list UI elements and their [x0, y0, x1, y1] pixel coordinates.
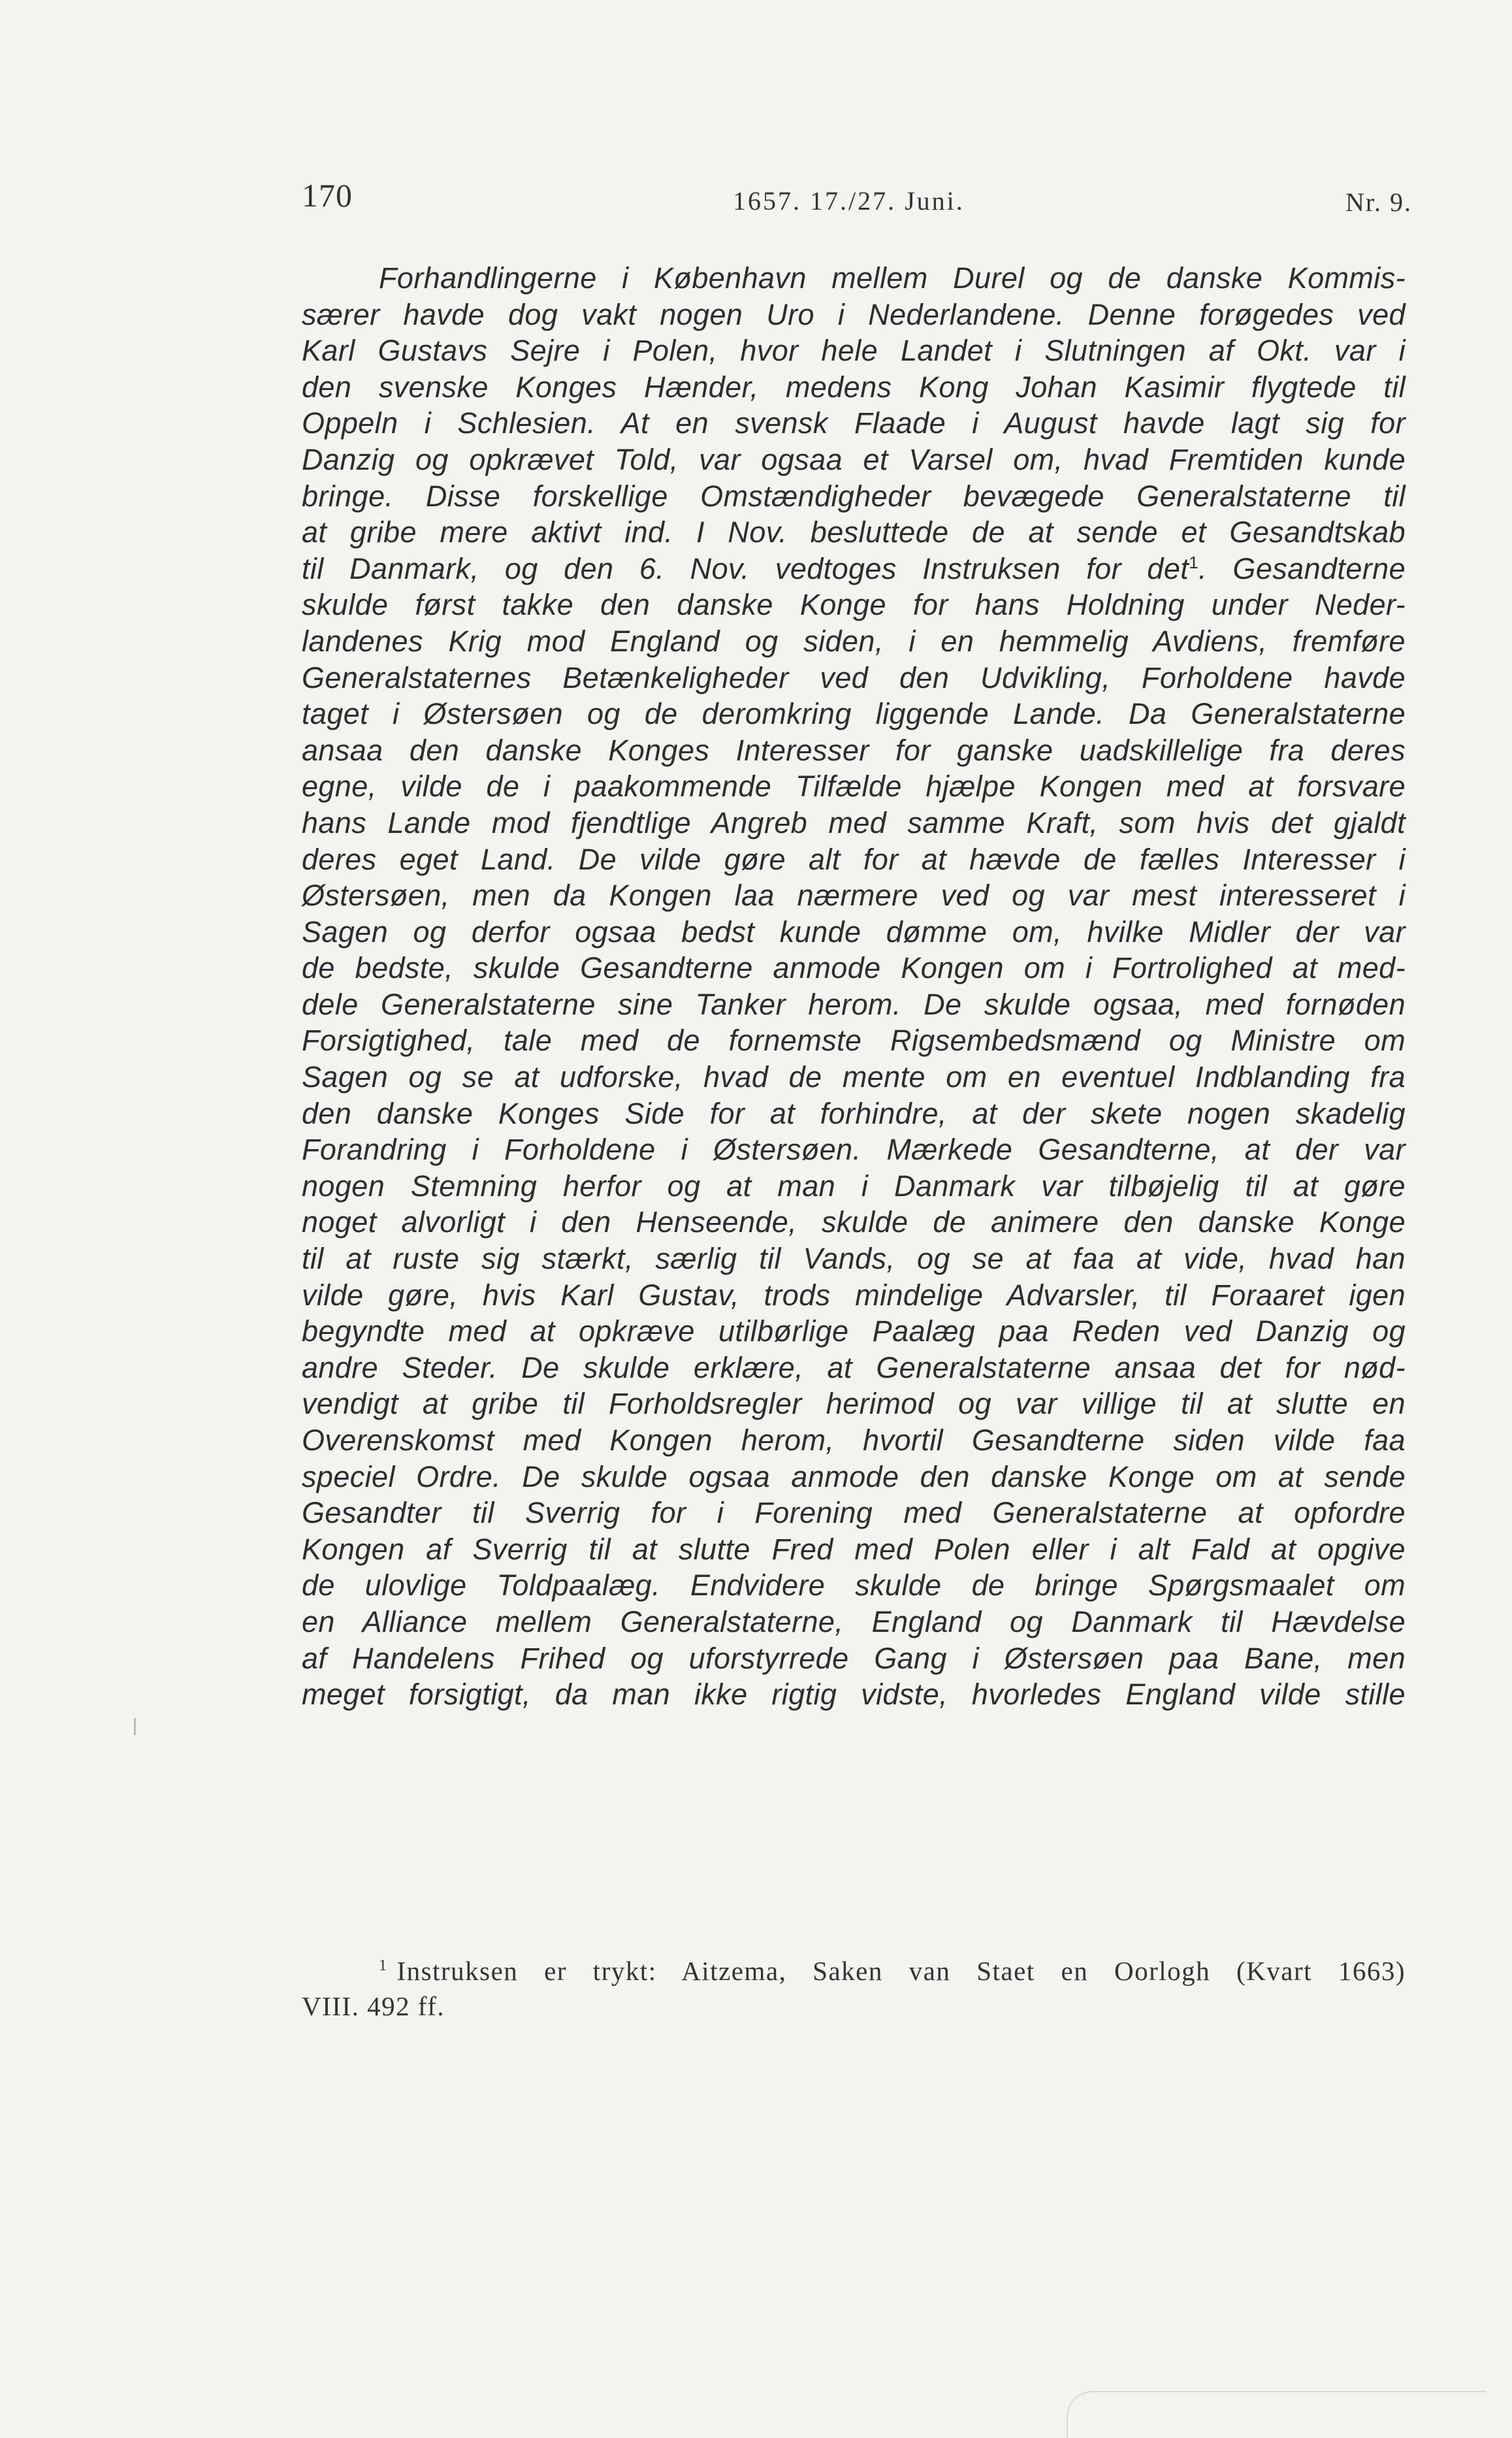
text-line: andre Steder. De skulde erklære, at Generalstaterne ansaa det for nød-	[302, 1350, 1406, 1384]
text-line-with-footnote-ref	[302, 551, 1406, 587]
text-line: Sagen og se at udforske, hvad de mente om en eventuel Indblanding fra	[302, 1060, 1406, 1094]
text-line: til at ruste sig stærkt, særlig til Vands, og se at faa at vide, hvad han	[302, 1242, 1406, 1276]
text-line: begyndte med at opkræve utilbørlige Paalæg paa Reden ved Danzig og	[302, 1314, 1406, 1348]
footnote-text: Instruksen er trykt: Aitzema, Saken van Staet en Oorlogh (Kvart 1663)	[396, 1956, 1406, 1986]
text-line: Oppeln i Schlesien. At en svensk Flaade i August havde lagt sig for	[302, 406, 1406, 440]
text-line: Overenskomst med Kongen herom, hvortil Gesandterne siden vilde faa	[302, 1423, 1406, 1457]
text-line: den danske Konges Side for at forhindre, at der skete nogen skadelig	[302, 1096, 1406, 1130]
text-line: noget alvorligt i den Henseende, skulde de animere den danske Konge	[302, 1205, 1406, 1239]
document-number: Nr. 9.	[1345, 187, 1412, 217]
text-line: egne, vilde de i paakommende Tilfælde hjælpe Kongen med at forsvare	[302, 770, 1406, 804]
text-line: Karl Gustavs Sejre i Polen, hvor hele Landet i Slutningen af Okt. var i	[302, 334, 1406, 368]
margin-mark	[134, 1718, 136, 1735]
text-line: særer havde dog vakt nogen Uro i Nederlandene. Denne forøgedes ved	[302, 297, 1406, 331]
text-line: vendigt at gribe til Forholdsregler herimod og var villige til at slutte en	[302, 1387, 1406, 1421]
text-line: vilde gøre, hvis Karl Gustav, trods mindelige Advarsler, til Foraaret igen	[302, 1278, 1406, 1312]
text-line: de bedste, skulde Gesandterne anmode Kongen om i Fortrolighed at med-	[302, 951, 1406, 985]
text-line: speciel Ordre. De skulde ogsaa anmode den danske Konge om at sende	[302, 1459, 1406, 1493]
text-line: Kongen af Sverrig til at slutte Fred med Polen eller i alt Fald at opgive	[302, 1532, 1406, 1566]
text-line: Gesandter til Sverrig for i Forening med Generalstaterne at opfordre	[302, 1496, 1406, 1530]
text-line: at gribe mere aktivt ind. I Nov. besluttede de at sende et Gesandtskab	[302, 515, 1406, 549]
text-line: nogen Stemning herfor og at man i Danmark var tilbøjelig til at gøre	[302, 1169, 1406, 1203]
text-line: dele Generalstaterne sine Tanker herom. De skulde ogsaa, med fornøden	[302, 987, 1406, 1021]
text-line: taget i Østersøen og de deromkring liggende Lande. Da Generalstaterne	[302, 697, 1406, 731]
footnote-reference[interactable]: 1	[1189, 552, 1199, 572]
text-line-part: til Danmark, og den 6. Nov. vedtoges Instruksen for det	[302, 551, 1189, 585]
text-line: hans Lande mod fjendtlige Angreb med samme Kraft, som hvis det gjaldt	[302, 805, 1406, 839]
text-line: bringe. Disse forskellige Omstændigheder bevægede Generalstaterne til	[302, 479, 1406, 513]
text-line: Forhandlingerne i København mellem Durel og de danske Kommis-	[379, 261, 1406, 295]
text-line: ansaa den danske Konges Interesser for ganske uadskillelige fra deres	[302, 733, 1406, 767]
page-number: 170	[302, 177, 353, 214]
text-line: en Alliance mellem Generalstaterne, England og Danmark til Hævdelse	[302, 1604, 1406, 1638]
text-line: de ulovlige Toldpaalæg. Endvidere skulde de bringe Spørgsmaalet om	[302, 1568, 1406, 1602]
body-paragraph	[302, 260, 1406, 1713]
text-line: Sagen og derfor ogsaa bedst kunde dømme om, hvilke Midler der var	[302, 915, 1406, 949]
footnote-line	[302, 1953, 1406, 1989]
footnote-line: VIII. 492 ff.	[302, 1991, 445, 2021]
page-corner-fold	[1067, 2391, 1486, 2438]
text-line: Forandring i Forholdene i Østersøen. Mærkede Gesandterne, at der var	[302, 1133, 1406, 1167]
text-line: deres eget Land. De vilde gøre alt for at hævde de fælles Interesser i	[302, 842, 1406, 876]
footnote	[302, 1953, 1406, 2024]
footnote-mark: 1	[379, 1957, 388, 1975]
text-line: af Handelens Frihed og uforstyrrede Gang i Østersøen paa Bane, men	[302, 1641, 1406, 1675]
text-line: den svenske Konges Hænder, medens Kong Johan Kasimir flygtede til	[302, 370, 1406, 404]
header-date: 1657. 17./27. Juni.	[733, 186, 965, 216]
text-line: Danzig og opkrævet Told, var ogsaa et Varsel om, hvad Fremtiden kunde	[302, 442, 1406, 476]
text-line: meget forsigtigt, da man ikke rigtig vidste, hvorledes England vilde stille	[302, 1678, 1406, 1712]
text-line: Forsigtighed, tale med de fornemste Rigsembedsmænd og Ministre om	[302, 1024, 1406, 1058]
page-header	[302, 176, 1412, 229]
text-line: Generalstaternes Betænkeligheder ved den Udvikling, Forholdene havde	[302, 660, 1406, 694]
text-line-part: . Gesandterne	[1198, 551, 1406, 585]
text-line: Østersøen, men da Kongen laa nærmere ved og var mest interesseret i	[302, 879, 1406, 913]
text-line: landenes Krig mod England og siden, i en hemmelig Avdiens, fremføre	[302, 624, 1406, 658]
text-line: skulde først takke den danske Konge for hans Holdning under Neder-	[302, 588, 1406, 622]
